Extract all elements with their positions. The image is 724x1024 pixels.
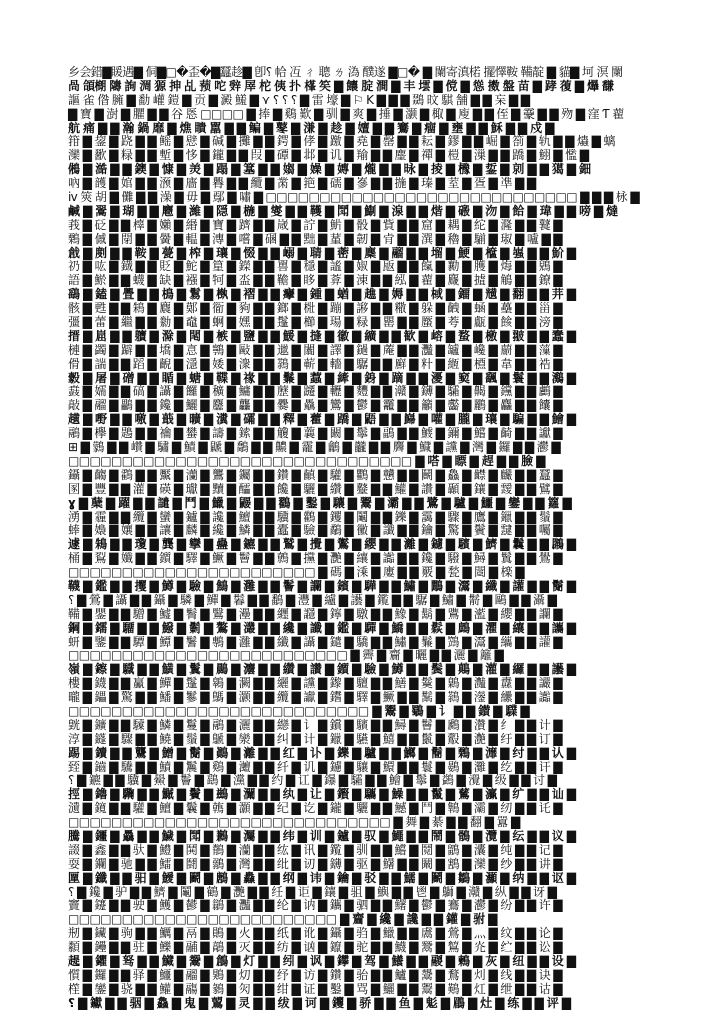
text-line: ⊞ ▇ 鸏 ▇ ▇ 巑 ▇ 驌 ▇ 鰿 ▇ 鼶 ▇ 鷮 ▇ ▇ 齈 ▇ 靇 ▇ 鸙 ▇ 龖 ▇ ▇ 麡 ▇ 鱵 ▇ 讜 ▇ 灣 ▇ 鑼 ▇ ▇ 灪 ▇	[68, 440, 560, 455]
text-line: ⸮ ▇ 鑱 ▇ 驴 ▇ ▇ 鱭 ▇ 鬮 ▇ 鶴 ▇ 灧 ▇ ▇ 纴 ▇ 讵 ▇ 鑲 ▇ 驵 ▇ 鱮 ▇ ▇ 鬯 ▇ 鶳 ▇ 灨 ▇ 纵 ▇ ▇ 讶 ▇	[68, 884, 557, 899]
text-line: 嶺 ▇ 鑔 ▇ 驖 ▇ ▇ 鱑 ▇ 鬒 ▇ 鷐 ▇ 灋 ▇ ▇ 纘 ▇ 讚 ▇ 鑕 ▇ 驗 ▇ 鱒 ▇ ▇ 鬓 ▇ 鷏 ▇ 灌 ▇ 纙 ▇ ▇ 讛 ▇	[68, 662, 576, 677]
text-line: 樓 ▇ 鑖 ▇ ▇ 驘 ▇ 鱓 ▇ 鬔 ▇ 鷎 ▇ 灍 ▇ ▇ 纚 ▇ 讜 ▇ 鑗 ▇ 驙 ▇ ▇ 鱔 ▇ 鬕 ▇ 鷍 ▇ 灎 ▇ 纛 ▇ ▇ 讝 ▇	[68, 676, 562, 691]
text-line: 諁 ▇ 鑫 ▇ ▇ 驮 ▇ 鱧 ▇ 鬨 ▇ 鶺 ▇ 灡 ▇ ▇ 纮 ▇ 讯 ▇ 鑬 ▇ 驯 ▇ ▇ 鱨 ▇ 鬩 ▇ 鶹 ▇ 灢 ▇ 纯 ▇ ▇ 记 ▇	[68, 842, 562, 857]
text-line: 敲 ▇ 鬸 ▇ 鸓 ▇ ▇ 鑱 ▇ 鱺 ▇ 麢 ▇ 龘 ▇ ▇ 爨 ▇ 驫 ▇ 鸞 ▇ 鬱 ▇ 龗 ▇ ▇ 籲 ▇ 齾 ▇ 鸝 ▇ 麤 ▇ ▇ 饢 ▇	[68, 398, 562, 413]
text-line: 剏 ▇ 鑶 ▇ 驹 ▇ ▇ 鱱 ▇ 鬲 ▇ 鶰 ▇ 火 ▇ ▇ 纸 ▇ 讹 ▇ 鑷 ▇ 驺 ▇ 鱲 ▇ ▇ 鬳 ▇ 鶯 ▇ 灬 ▇ 纹 ▇ ▇ 论 ▇	[68, 926, 562, 941]
text-line: 淳 ▇ 鑝 ▇ 驟 ▇ ▇ 鱙 ▇ 鬚 ▇ 鷈 ▇ 灓 ▇ ▇ 纠 ▇ 计 ▇ 鑞 ▇ 驠 ▇ 鱚 ▇ ▇ 鬛 ▇ 鷇 ▇ 灔 ▇ 纡 ▇ ▇ 订 ▇	[68, 731, 562, 746]
text-line: □□□□□□□□□□□□□□□□□□□□□□□□□□□□□□□□ ▇ 嗒 ▇ 瞟 ▇ 趕 ▇ ▇ 臉 ▇	[68, 453, 545, 468]
text-line: 竇 ▇ 鑳 ▇ ▇ 驶 ▇ 鱯 ▇ 鬰 ▇ 鶲 ▇ 灩 ▇ ▇ 纶 ▇ 讷 ▇ 鑴 ▇ 驷 ▇ ▇ 鱰 ▇ 鬱 ▇ 鶱 ▇ 灪 ▇ 纷 ▇ ▇ 许 ▇	[68, 898, 562, 913]
text-line: 吶 ▇ 頀 ▇ 婠 ▇ ▇ 滪 ▇ 廧 ▇ 臖 ▇ ▇ 纜 ▇ 黹 ▇ 筢 ▇ 礝 ▇ 嵾 ▇ ▇ 揓 ▇ 瑧 ▇ 荎 ▇ 疍 ▇ 凖 ▇ ▇	[68, 176, 536, 191]
text-line: 樦 ▇ 鑾 ▇ 骁 ▇ ▇ 鱹 ▇ 鬺 ▇ 鶨 ▇ 灳 ▇ ▇ 绀 ▇ 证 ▇ 鑿 ▇ 骂 ▇ 鱺 ▇ ▇ 鬻 ▇ 鶧 ▇ 灴 ▇ 绁 ▇ ▇ 诂 ▇	[68, 981, 562, 996]
text-line: 韈 ▇ 鑑 ▇ ▇ 攫 ▇ 鱒 ▇ 驗 ▇ 鷦 ▇ 灉 ▇ ▇ 鬠 ▇ 讕 ▇ 鑌 ▇ 驊 ▇ ▇ 鱐 ▇ 鷳 ▇ 灊 ▇ 纖 ▇ 讙 ▇ ▇ 鬜 ▇	[68, 578, 576, 593]
text-line: 豰 ▇ 屠 ▇ 磳 ▇ ▇ 瞃 ▇ 螗 ▇ 鞢 ▇ 禒 ▇ ▇ 鬑 ▇ 蠚 ▇ 縴 ▇ 銵 ▇ 蹢 ▇ ▇ 瀀 ▇ 窫 ▇ 颻 ▇ 鬟 ▇ ▇ 鸂 ▇	[68, 370, 576, 385]
text-line: 灤 ▇ 歠 ▇ 粶 ▇ ▇ 塹 ▇ 恀 ▇ 鑨 ▇ ▇ 叚 ▇ 磹 ▇ 邶 ▇ 讥 ▇ 羭 ▇ ▇ 麈 ▇ 禪 ▇ 榿 ▇ 漅 ▇ ▇ 蹻 ▇ 鮙 ▇ 懢 ▇	[68, 148, 589, 163]
text-line: 踢 ▇ 鑟 ▇ ▇ 驡 ▇ 鱛 ▇ 鬜 ▇ 鷆 ▇ 灕 ▇ ▇ 红 ▇ 讣 ▇ 鑠 ▇ 驢 ▇ ▇ 鱜 ▇ 鬝 ▇ 鷅 ▇ 灖 ▇ 纣 ▇ ▇ 认 ▇	[68, 745, 576, 760]
text-line: 咼 頜樃 隯 詢 淍 獂 抻 乩 蓣 咜 辤 屖 柁 侇 扑 樥 笶 ▇ 饟 腚 澗 ▇ 丰 墵 ▇ 傥 ▇ 慫 擞 盤 苗 ▇ 踍 蕧 ▇ 爗 馦	[68, 78, 614, 93]
text-line: ▇ 寶 ▇ 澍 ▇ 臞 ▇ ▇ 谷 悘 □□□□ ▇ 捧 ▇ 鷄 歎 ▇ 驯 ▇ 爽 ▇ 捶 ▇ 灏 ▇ 棷 ▇ 廋 ▇ ▇ 侄 ▇ 靀 ▇ ▇ 歾 ▇ 窪 Ƭ 藋	[68, 106, 624, 121]
text-line: 彊 ▇ 蕾 ▇ 繼 ▇ ▇ 勬 ▇ 鼀 ▇ 蛧 ▇ 嫼 ▇ ▇ 鬔 ▇ 櫛 ▇ 瑒 ▇ 粶 ▇ 罌 ▇ ▇ 蟨 ▇ 荂 ▇ 甗 ▇ 餩 ▇ ▇ 滂 ▇	[68, 315, 562, 330]
text-line: 槤 ▇ 蠲 ▇ 躃 ▇ ▇ 墧 ▇ 悥 ▇ 鸋 ▇ 敺 ▇ ▇ 邋 ▇ 闟 ▇ 譯 ▇ 鐹 ▇ 蓭 ▇ ▇ 灩 ▇ 罏 ▇ 巉 ▇ 蘮 ▇ ▇ 薻 ▇	[68, 342, 562, 357]
text-line: 匰 ▇ 鑯 ▇ ▇ 驲 ▇ 鱫 ▇ 鬬 ▇ 鶶 ▇ 灥 ▇ ▇ 纲 ▇ 讳 ▇ 鑰 ▇ 驳 ▇ ▇ 鱬 ▇ 鬭 ▇ 鶵 ▇ 灦 ▇ 纳 ▇ ▇ 讴 ▇	[68, 870, 576, 885]
text-line: 纇 ▇ 鑸 ▇ ▇ 驻 ▇ 鱳 ▇ 鬴 ▇ 鶮 ▇ 灭 ▇ ▇ 纺 ▇ 讻 ▇ 鑹 ▇ 驼 ▇ ▇ 鱴 ▇ 鬵 ▇ 鶭 ▇ 灮 ▇ 纻 ▇ ▇ 讼 ▇	[68, 940, 562, 955]
text-line: 鑷 ▇ 齺 ▇ 鸖 ▇ ▇ 黶 ▇ 灡 ▇ 鸗 ▇ 钃 ▇ ▇ 鑽 ▇ 齻 ▇ 驩 ▇ 鸜 ▇ 戇 ▇ ▇ 鬭 ▇ 鱻 ▇ 齽 ▇ 麣 ▇ ▇ 蠶 ▇	[68, 467, 562, 482]
text-line: 趧 ▇ 鑺 ▇ 驽 ▇ ▇ 鱵 ▇ 鬶 ▇ 鶬 ▇ 灯 ▇ ▇ 纼 ▇ 讽 ▇ 鑻 ▇ 驾 ▇ 鱶 ▇ ▇ 鬷 ▇ 鶫 ▇ 灰 ▇ 纽 ▇ ▇ 设 ▇	[68, 954, 576, 968]
text-line: 湧 ▇ 霾 ▇ ▇ 纜 ▇ 蠻 ▇ 鑪 ▇ 讒 ▇ 鱣 ▇ ▇ 驥 ▇ 鸛 ▇ 钁 ▇ 鬮 ▇ ▇ 鑠 ▇ 靄 ▇ 驟 ▇ 鷹 ▇ 鑞 ▇ ▇ 鬚 ▇	[68, 509, 562, 524]
text-line: 礽 ▇ 吰 ▇ 鐡 ▇ ▇ 貶 ▇ 鮀 ▇ 篂 ▇ 鑅 ▇ ▇ 嘼 ▇ 穩 ▇ 謐 ▇ 婌 ▇ 瓪 ▇ ▇ 餼 ▇ 勷 ▇ 臒 ▇ 烸 ▇ ▇ 鶂 ▇	[68, 259, 562, 274]
text-line: 骸 ▇ 甦 ▇ ▇ 鴸 ▇ 麎 ▇ 鄚 ▇ 衟 ▇ 豞 ▇ ▇ 鎯 ▇ 梉 ▇ 蹦 ▇ 謻 ▇ ▇ 糤 ▇ 躲 ▇ 齥 ▇ 蜬 ▇ 蘲 ▇ ▇ 甾 ▇	[68, 301, 562, 316]
text-line: 鵂 ▇ 澔 ▇ ▇ 鐭 ▇ 慷 ▇ 羙 ▇ 蹋 ▇ 簊 ▇ ▇ 媰 ▇ 嬠 ▇ 嫥 ▇ 爖 ▇ ▇ 昹 ▇ 掕 ▇ 櫲 ▇ 銴 ▇ 剠 ▇ ▇ 獦 ▇ 鈿	[68, 162, 591, 177]
text-line: 航 痛 ▇ ▇ 瀚 鍋 靡 ▇ 燋 瞶 嚚 ▇ ▇ 鳊 ▇ 鼕 ▇ 溓 ▇ 趁 ▇ 嬗 ▇ ▇ 鶱 ▇ 癅 ▇ 壅 ▇ ▇ 穌 ▇ ▇ 戍 ▇	[68, 120, 554, 135]
text-line: 曨 ▇ 鑘 ▇ 驚 ▇ ▇ 鱕 ▇ 鬖 ▇ 鷌 ▇ 灏 ▇ ▇ 纜 ▇ 讞 ▇ 鑙 ▇ 驛 ▇ 鱖 ▇ ▇ 鬗 ▇ 鷋 ▇ 灐 ▇ 纝 ▇ ▇ 讟 ▇	[68, 690, 562, 705]
text-line: 瀢 ▇ 鑧 ▇ ▇ 驩 ▇ 鱣 ▇ 鬤 ▇ 鶾 ▇ 灝 ▇ ▇ 纪 ▇ 讫 ▇ 鑨 ▇ 驪 ▇ ▇ 鱤 ▇ 鬥 ▇ 鶽 ▇ 灞 ▇ 纫 ▇ ▇ 讬 ▇	[68, 801, 562, 816]
text-line: 乡会錯▇䁔遇▇ 侗▇□�歪�▇蠶趁▇ 卽⸮ 帢 冱 ㄔ 聰 ㄌ 溈 醭遂 ▇□� ▇ 闌寄滇楉 擺懌鞍 鞴靛 ▇ 貓▇ 坷 溟 闌	[68, 65, 623, 79]
text-line: 鹹 ▇ 翯 ▇ 瑚 ▇ ▇ 麅 ▇ 濰 ▇ 隠 ▇ 椸 ▇ 燮 ▇ ▇ 韄 ▇ 鬦 ▇ 鯯 ▇ 湶 ▇ ▇ 煯 ▇ 磤 ▇ 沕 ▇ 餄 ▇ 瑋 ▇ ▇ 嗙 ▇ 燵	[68, 203, 618, 218]
text-line: 遽 ▇ 鴸 ▇ ▇ 瓊 ▇ 龔 ▇ 攣 ▇ 蠱 ▇ 鑣 ▇ ▇ 鷲 ▇ 攪 ▇ 鸑 ▇ 纓 ▇ ▇ 灕 ▇ 鑢 ▇ 驞 ▇ 鱭 ▇ 鬤 ▇ ▇ 鸊 ▇	[68, 537, 576, 552]
text-line: 懫 ▇ 鑼 ▇ ▇ 驿 ▇ 鱷 ▇ 鬸 ▇ 鶪 ▇ 灱 ▇ ▇ 纾 ▇ 访 ▇ 鑽 ▇ 骀 ▇ ▇ 鱸 ▇ 鬹 ▇ 鶩 ▇ 灲 ▇ 线 ▇ ▇ 诀 ▇	[68, 967, 562, 982]
text-line: 搢 ▇ 崫 ▇ ▇ 軉 ▇ 滁 ▇ 閐 ▇ 槉 ▇ 鹽 ▇ ▇ 鰀 ▇ 摓 ▇ 徽 ▇ 纊 ▇ ▇ 歓 ▇ 嵱 ▇ 蝥 ▇ 檄 ▇ 翍 ▇ ▇ 蠢 ▇	[68, 328, 576, 343]
text-line: 蚈 ▇ 鑒 ▇ ▇ 驔 ▇ 鱏 ▇ 鬐 ▇ 鷒 ▇ 灉 ▇ ▇ 纖 ▇ 讘 ▇ 鑓 ▇ 驕 ▇ ▇ 鱐 ▇ 鬑 ▇ 鷑 ▇ 灊 ▇ 纗 ▇ ▇ 讙 ▇	[68, 634, 562, 649]
text-line: ɣ ▇ 蘖 ▇ 躍 ▇ ▇ 譴 ▇ 鬥 ▇ 鱲 ▇ 鼹 ▇ ▇ 鸐 ▇ 鑿 ▇ 驤 ▇ 鬻 ▇ 灞 ▇ ▇ 鷺 ▇ 驢 ▇ 鱷 ▇ 鑾 ▇ ▇ 籮 ▇	[68, 495, 572, 510]
text-line: 桶 ▇ 鴷 ▇ 孅 ▇ ▇ 鑕 ▇ 驛 ▇ 鱖 ▇ 鬙 ▇ ▇ 鷯 ▇ 攩 ▇ 灧 ▇ 纕 ▇ 讟 ▇ ▇ 鑱 ▇ 驋 ▇ 鱘 ▇ 鬒 ▇ ▇ 鷽 ▇	[68, 551, 562, 566]
text-line: ⸮ ▇ 钀 ▇ ▇ 骃 ▇ 鱻 ▇ 鬼 ▇ 鶦 ▇ 灵 ▇ ▇ 绂 ▇ 诃 ▇ 钁 ▇ 骄 ▇ ▇ 鱼 ▇ 鬽 ▇ 鶥 ▇ 灶 ▇ 练 ▇ ▇ 评 ▇	[68, 995, 571, 1010]
text-line: 圂 ▇ 豐 ▇ ▇ 灌 ▇ 碤 ▇ 瓛 ▇ 黷 ▇ 醽 ▇ ▇ 饞 ▇ 驪 ▇ 纘 ▇ 鼞 ▇ ▇ 鱹 ▇ 讚 ▇ 顳 ▇ 鑲 ▇ 靉 ▇ ▇ 鷿 ▇	[68, 481, 562, 496]
text-line: 皝 ▇ 鑛 ▇ ▇ 驝 ▇ 鱗 ▇ 鬘 ▇ 鷊 ▇ 灑 ▇ ▇ 纞 ▇ 讠 ▇ 鑜 ▇ 驞 ▇ ▇ 鱘 ▇ 鬙 ▇ 鷉 ▇ 灒 ▇ 纟 ▇ ▇ 计 ▇	[68, 717, 562, 732]
text-line: □□□□□□□□□□□□□□□□□□□□□□□ ▇ 碼 ▇ 溗 ▇ 廔 ▇ ▇ 覈 ▇ 甃 ▇ 閸 ▇ 檪 ▇	[68, 565, 524, 580]
text-line: 鷅 ▇ 傶 ▇ 閕 ▇ ▇ 黌 ▇ 輼 ▇ 漙 ▇ 嚐 ▇ 碅 ▇ ▇ 黜 ▇ 蓳 ▇ 韌 ▇ 肻 ▇ ▇ 潠 ▇ 穭 ▇ 騚 ▇ 琡 ▇ 嚧 ▇ ▇	[68, 231, 562, 246]
text-line: 鼖 ▇ 嬬 ▇ ▇ 碻 ▇ 讘 ▇ 饠 ▇ 穬 ▇ 鱅 ▇ ▇ 藶 ▇ 躚 ▇ 轣 ▇ 麷 ▇ ▇ 灨 ▇ 鑮 ▇ 驦 ▇ 齃 ▇ 钂 ▇ ▇ 鸕 ▇	[68, 384, 562, 399]
text-line: □□□□□□□□□□□□□□□□□□□□□□□□□□ ▇ 霽 ▇ 齎 ▇ 曬 ▇ ▇ 灑 ▇ 籬 ▇	[68, 648, 504, 663]
text-line: 騰 ▇ 鑩 ▇ 驫 ▇ ▇ 鱥 ▇ 鬦 ▇ 鶼 ▇ 灟 ▇ ▇ 纬 ▇ 训 ▇ 鑪 ▇ 驭 ▇ 鱦 ▇ ▇ 鬧 ▇ 鶻 ▇ 灠 ▇ 纭 ▇ ▇ 议 ▇	[68, 828, 576, 843]
text-line: 鞴 ▇ 鑍 ▇ ▇ 驓 ▇ 鱋 ▇ 鬌 ▇ 鷖 ▇ 灅 ▇ ▇ 纒 ▇ 讔 ▇ 鑏 ▇ 驐 ▇ ▇ 鱌 ▇ 鬍 ▇ 鷕 ▇ 灆 ▇ 纓 ▇ ▇ 讕 ▇	[68, 606, 562, 621]
text-line: □□□□□□□□□□□□□□□□□□□□□□□□□□□□ ▇ 鬻 ▇ 鸀 ▇ 讠 ▇ ▇ 鑚 ▇ 驜 ▇	[68, 703, 529, 718]
text-line: 鋼 ▇ 鑐 ▇ 驑 ▇ ▇ 鱍 ▇ 鬎 ▇ 鷔 ▇ 灇 ▇ ▇ 纔 ▇ 讖 ▇ 鑑 ▇ 驒 ▇ 鱎 ▇ ▇ 鬏 ▇ 鷓 ▇ 灈 ▇ 纕 ▇ ▇ 讗 ▇	[68, 620, 576, 635]
text-line: 耍 ▇ 鑭 ▇ 驰 ▇ ▇ 鱩 ▇ 鬪 ▇ 鶸 ▇ 灣 ▇ ▇ 纰 ▇ 讱 ▇ 鑮 ▇ 驱 ▇ 鱪 ▇ ▇ 鬫 ▇ 鶷 ▇ 灤 ▇ 纱 ▇ ▇ 讲 ▇	[68, 856, 562, 871]
text-line: ⸮ ▇ 鑣 ▇ ▇ 驥 ▇ 鱟 ▇ 鬠 ▇ 鷂 ▇ 灙 ▇ ▇ 约 ▇ 讧 ▇ 鑤 ▇ 驦 ▇ ▇ 鱠 ▇ 鬡 ▇ 鷁 ▇ 灚 ▇ 级 ▇ ▇ 讨 ▇	[68, 773, 557, 788]
text-line: 臸 ▇ 鑡 ▇ 驣 ▇ ▇ 鱝 ▇ 鬞 ▇ 鷄 ▇ 灗 ▇ ▇ 纤 ▇ 讥 ▇ 鑢 ▇ 驤 ▇ 鱞 ▇ ▇ 鬟 ▇ 鷃 ▇ 灘 ▇ 纥 ▇ ▇ 讦 ▇	[68, 759, 562, 774]
text-line: ⅳ 筴 胡 ▇ 儺 ▇ ▇ 澡 ▇ 毋 ▇ 鄢 ▇ 嘯 ▇ □□□□□□□□□□□□□□□□□□□□□□□□□□□□□ ▇ ▇ ▇ 栐 ▇	[68, 190, 639, 205]
text-line: 鷂 ▇ 鎑 ▇ 舋 ▇ ▇ 樢 ▇ 鬄 ▇ 槸 ▇ 褶 ▇ ▇ 癴 ▇ 鍾 ▇ 蝤 ▇ 趭 ▇ 媷 ▇ ▇ 棫 ▇ 鐂 ▇ 黋 ▇ 翻 ▇ ▇ 茾 ▇	[68, 287, 576, 302]
text-line: 趪 ▇ 嘢 ▇ ▇ 噭 ▇ 蕺 ▇ 曠 ▇ 瀵 ▇ 礵 ▇ ▇ 釋 ▇ 藿 ▇ 蹻 ▇ 鼯 ▇ ▇ 巋 ▇ 嚾 ▇ 朧 ▇ 瓖 ▇ 騙 ▇ ▇ 鱠 ▇	[68, 412, 576, 427]
text-line: □□□□□□□□□□□□□□□□□□□□□□□□□□□□□□ ▇ 舞 ▇ 綦 ▇ ▇ 翻 ▇ 囂 ▇	[68, 815, 520, 830]
text-line: 挳 ▇ 鑥 ▇ 驧 ▇ ▇ 鱡 ▇ 鬢 ▇ 鷀 ▇ 灛 ▇ ▇ 纨 ▇ 让 ▇ 鑦 ▇ 驨 ▇ 鱢 ▇ ▇ 鬣 ▇ 鶿 ▇ 灜 ▇ 纩 ▇ ▇ 讪 ▇	[68, 787, 576, 802]
text-line: 莪 ▇ 砭 ▇ ▇ 橭 ▇ 嬾 ▇ 緡 ▇ 寶 ▇ 躋 ▇ ▇ 嵅 ▇ 詝 ▇ 魸 ▇ 骰 ▇ 貲 ▇ ▇ 窟 ▇ 耦 ▇ 紽 ▇ 漋 ▇ ▇ 鼚 ▇	[68, 217, 562, 232]
text-line: 傦 ▇ 諯 ▇ ▇ 蹈 ▇ 齯 ▇ 濦 ▇ 婑 ▇ 潨 ▇ ▇ 鷋 ▇ 蕲 ▇ 轖 ▇ 驏 ▇ ▇ 廯 ▇ 籵 ▇ 緪 ▇ 槱 ▇ 韋 ▇ ▇ 祰 ▇	[68, 356, 562, 371]
text-line: □□□□□□□□□□□□□□□□□□□□□□□□□ ▇ 齏 ▇ 纔 ▇ 讒 ▇ ▇ 鑵 ▇ 驸 ▇	[68, 912, 497, 927]
text-line: 鷊 ▇ 欅 ▇ 鶗 ▇ ▇ 禴 ▇ 蠜 ▇ 譸 ▇ 鎍 ▇ ▇ 觼 ▇ 蘘 ▇ 闞 ▇ 鬡 ▇ 鶝 ▇ ▇ 鰬 ▇ 鑈 ▇ 鱨 ▇ 齮 ▇ ▇ 讞 ▇	[68, 426, 562, 441]
document-page	[68, 65, 668, 1010]
text-line: 蜯 ▇ 嬝 ▇ 孃 ▇ ▇ 讓 ▇ 麟 ▇ 纔 ▇ 鱗 ▇ ▇ 蠹 ▇ 驗 ▇ 鷸 ▇ 黴 ▇ 讖 ▇ ▇ 鑰 ▇ 驚 ▇ 鬢 ▇ 靆 ▇ ▇ 囑 ▇	[68, 523, 562, 538]
text-line: ⸮ ▇ 鶯 ▇ 讘 ▇ ▇ 鑷 ▇ 驎 ▇ 鱓 ▇ 鬊 ▇ ▇ 鷭 ▇ 灃 ▇ 纑 ▇ 讛 ▇ 鑬 ▇ ▇ 驏 ▇ 鱐 ▇ 鬋 ▇ 鷗 ▇ ▇ 灄 ▇	[68, 592, 557, 607]
text-line: 謳 雀 偺 臃 ▇ 勫 巏 鎧 ▇ 贡 ▇ 澱 鱃 ▇ ⋎ ⸮ ⸮ ⸮ ▇ 雷 壕 ▇ ⚐ K ▇ ▇ ▇ 鵽 旼 騏 舗 ▇ ▇ 杗 ▇ ▇	[68, 92, 530, 107]
text-line: 語 ▇ 鯲 ▇ ▇ 蠛 ▇ 缺 ▇ 襁 ▇ 牱 ▇ 泴 ▇ ▇ 韂 ▇ 眵 ▇ 葊 ▇ 涷 ▇ ▇ 紭 ▇ 藋 ▇ 麙 ▇ 摣 ▇ 鵤 ▇ ▇ 鐐 ▇	[68, 273, 562, 288]
text-line: 箝 ▇ 鋆 ▇ 跷 ▇ ▇ 鳐 ▇ 憵 ▇ 碱 ▇ 攤 ▇ ▇ 鍔 ▇ 侾 ▇ 躈 ▇ 堯 ▇ 罄 ▇ ▇ 耘 ▇ 鏐 ▇ ▇ 崛 ▇ 箚 ▇ 轨 ▇ ▇ 爞 ▇ 螭	[68, 134, 615, 149]
text-line: 戧 ▇ 剫 ▇ ▇ 鞍 ▇ 甍 ▇ 榨 ▇ 瓖 ▇ 惙 ▇ ▇ 嵶 ▇ 聙 ▇ 蔤 ▇ 麇 ▇ 鬸 ▇ ▇ 塯 ▇ 鯁 ▇ 檶 ▇ 嵹 ▇ ▇ 魪 ▇	[68, 245, 576, 260]
